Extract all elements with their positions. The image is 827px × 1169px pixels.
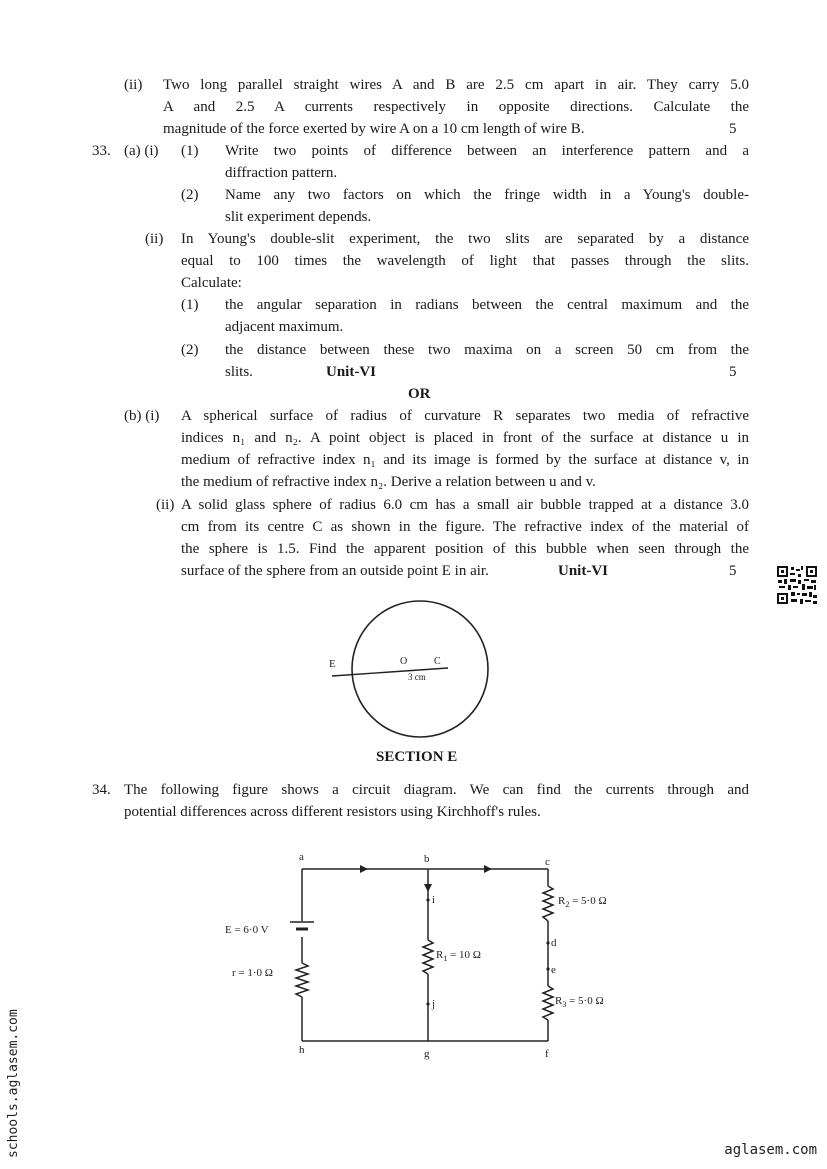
q33-a2-label: (2) [181,187,199,203]
node-label-g: g [424,1048,430,1060]
current-arrow-i [424,884,432,892]
section-e-heading: SECTION E [376,749,458,765]
q34-line1: The following figure shows a circuit diagram. We can find the currents through and [124,782,749,798]
side-watermark: schools.aglasem.com [6,1009,21,1158]
q32-marks: 5 [729,121,737,137]
q32-line2: A and 2.5 A currents respectively in opposite directions. Calculate the [163,99,749,115]
q33-aii-s1-label: (1) [181,297,199,313]
q33-number: 33. [92,143,111,159]
emf-label: E = 6·0 V [225,924,269,936]
q33-aii-s2-label: (2) [181,342,199,358]
resistor-r2 [543,886,553,921]
q33-bii-line4: surface of the sphere from an outside point E in air. [181,563,489,579]
r1-label: $R_1 = 10$ Ω [436,949,481,963]
q34-number: 34. [92,782,111,798]
q33-a1-line1: Write two points of difference between an interference pattern and a [225,143,749,159]
label-point-o: O [400,656,408,667]
q32-line3: magnitude of the force exerted by wire A on a 10 cm length of wire B. [163,121,585,137]
q33-a2-line2: slit experiment depends. [225,209,372,225]
node-j-dot [426,1002,429,1005]
r2-label: $R_2 = 5\cdot 0$ Ω [558,895,607,909]
q33-bi-line1: A spherical surface of radius of curvature R separates two media of refractive [181,408,749,424]
node-i-dot [426,898,429,901]
resistor-r3 [543,986,553,1020]
internal-resistance-label: r = 1·0 Ω [232,967,273,979]
label-distance: 3 cm [408,672,426,682]
r3-label: $R_3 = 5\cdot 0$ Ω [555,995,604,1009]
q33-bii-label: (ii) [156,497,175,513]
q34-line2: potential differences across different resistors using Kirchhoff's rules. [124,804,541,820]
internal-resistor [296,963,308,997]
footer-watermark: aglasem.com [724,1142,817,1158]
q33-bi-line2: indices n₁ and n₂. A point object is placed in front of the surface at distance u in [181,430,749,446]
node-d-dot [546,941,549,944]
q32-line1: Two long parallel straight wires A and B are 2.5 cm apart in air. They carry 5.0 [163,77,749,93]
node-label-h: h [299,1044,305,1056]
q33-aii-s2-line2: slits. [225,364,253,380]
node-label-b: b [424,853,430,865]
node-label-e: e [551,964,556,976]
q33-aii-line2: equal to 100 times the wavelength of light that passes through the slits. [181,253,749,269]
q33-bi-line4: the medium of refractive index n₂. Derive a relation between u and v. [181,474,596,490]
current-arrow-bc [484,865,492,873]
q33-bii-line3: the sphere is 1.5. Find the apparent position of this bubble when seen through the [181,541,749,557]
current-arrow-ab [360,865,368,873]
q33-aii-unit: Unit-VI [326,364,377,380]
q33-bi-line3: medium of refractive index n₁ and its image is formed by the surface at distance v, in [181,452,749,468]
q33-aii-s2-line1: the distance between these two maxima on a screen 50 cm from the [225,342,749,358]
q33-a2-line1: Name any two factors on which the fringe width in a Young's double- [225,187,749,203]
q33-b-label: (b) (i) [124,408,160,424]
q33-aii-s1-line2: adjacent maximum. [225,319,344,335]
q33-aii-label: (ii) [145,231,164,247]
q33-aii-marks: 5 [729,364,737,380]
node-label-a: a [299,851,304,863]
q33-bii-marks: 5 [729,563,737,579]
q33-bii-unit: Unit-VI [558,563,609,579]
label-point-c: C [434,656,441,667]
q33-aii-line1: In Young's double-slit experiment, the two slits are separated by a distance [181,231,749,247]
node-label-f: f [545,1048,549,1060]
node-label-i: i [432,894,436,906]
q33-aii-s1-line1: the angular separation in radians between the central maximum and the [225,297,749,313]
q32-part2-label: (ii) [124,77,143,93]
node-e-dot [546,967,549,970]
q33-bii-line1: A solid glass sphere of radius 6.0 cm has a small air bubble trapped at a distance 3.0 [181,497,749,513]
node-label-c: c [545,856,550,868]
label-point-e: E [329,658,336,670]
q33-aii-line3: Calculate: [181,275,242,291]
resistor-r1 [423,940,433,974]
node-label-d: d [551,937,557,949]
or-divider: OR [408,386,431,402]
q33-a-label: (a) (i) [124,143,159,159]
node-label-j: j [432,998,436,1010]
q33-a1-line2: diffraction pattern. [225,165,338,181]
q33-a1-label: (1) [181,143,199,159]
q33-bii-line2: cm from its centre C as shown in the figure. The refractive index of the material of [181,519,749,535]
